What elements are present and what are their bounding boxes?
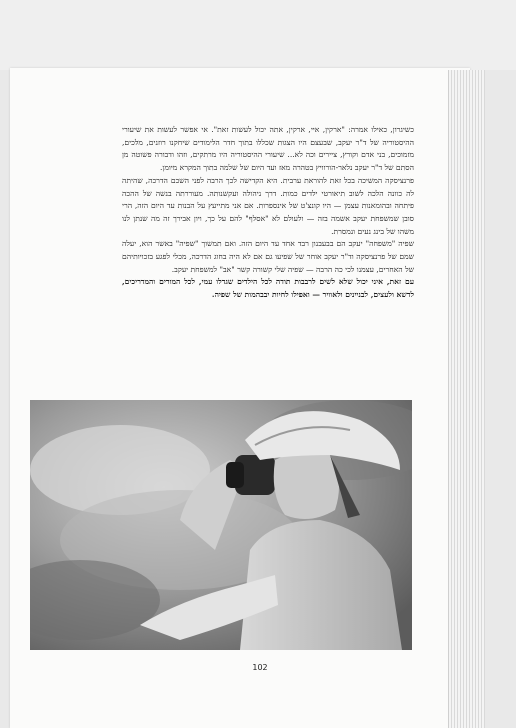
page-number: 102 [252, 663, 268, 672]
body-text [122, 124, 414, 302]
scan-background [0, 0, 516, 70]
paragraph: פרנציסקה המשיכה בכל זאת להוראת ערבית. היא הקדישה לכך הרבה לפני השכם הדרכה, שהיתה לה כוונה הלכה לשוב תיאורטי ילדים כמות. דרך ניהולה ועקשנותה. מעוררתה בנשה של ההכה פיתחה ובהומאנות עצמן — היו קונצ'ט של אינספרות. אם אני מתייעץ על הבנות עד היום הזה, הרי סובן שמשפחת יעקב אשמה בזה — ולעולם לא "אסלף" להם על כך, ויון אבירך זה מה שנתן לנו משהו של בינג נעים ונמסרת. [122, 175, 414, 236]
photo-illustration [30, 400, 412, 650]
paragraph: עם זאת, איני יכול שלא לשים לרבבות תודה לכל הילדים שגדלו עמי, לכל המורים והמדריכים, לדשא ולעצים, לבניינים ולאוויר — ואפילו לחיות יבבהמות של שפיה. [122, 277, 414, 300]
paragraph: כשיגרון, כאילו אמרה: "ארקין, איי, ארקין, אתה יכול לעשות זאת". אי אפשר לעשות את שיעורי ההיסטוריה של ד"ר יעקב, שבעצם היו הצגות שכללו בתוך חדר הלימודים שיחקנו רוזנים, מלכים, מזמוכים, בני אדם וקורץ, ציירים וכה לא... שיעורי ההיסטוריה היו מרתקים, וזהו ודבורה פשוטה מן הסתם של ד"ר יעקב נלאר-הורוויץ בטהרה מאז ועד היום של שלמה בתוך המקרא מיומן. [122, 125, 414, 173]
photo-boy-with-binoculars [30, 400, 412, 650]
page-edges [448, 70, 485, 728]
paragraph: שפיה "משפחה" יעקב הם בבעבנון רבד אחד עד היום הזה. ואם תמשוך "שפיה" באשר הוא, יעלה שמם של פרנציסקה וד"ר יעקב אוחר של שפיעו גם אם לא היה בחוג הדרכה, מכלי לפגע בזכויותיהם של האחרים, עצמנו לכי כה הרבה — שפיה שלי קשורה קשר "אב" למשפחת יעקב. [122, 239, 414, 274]
